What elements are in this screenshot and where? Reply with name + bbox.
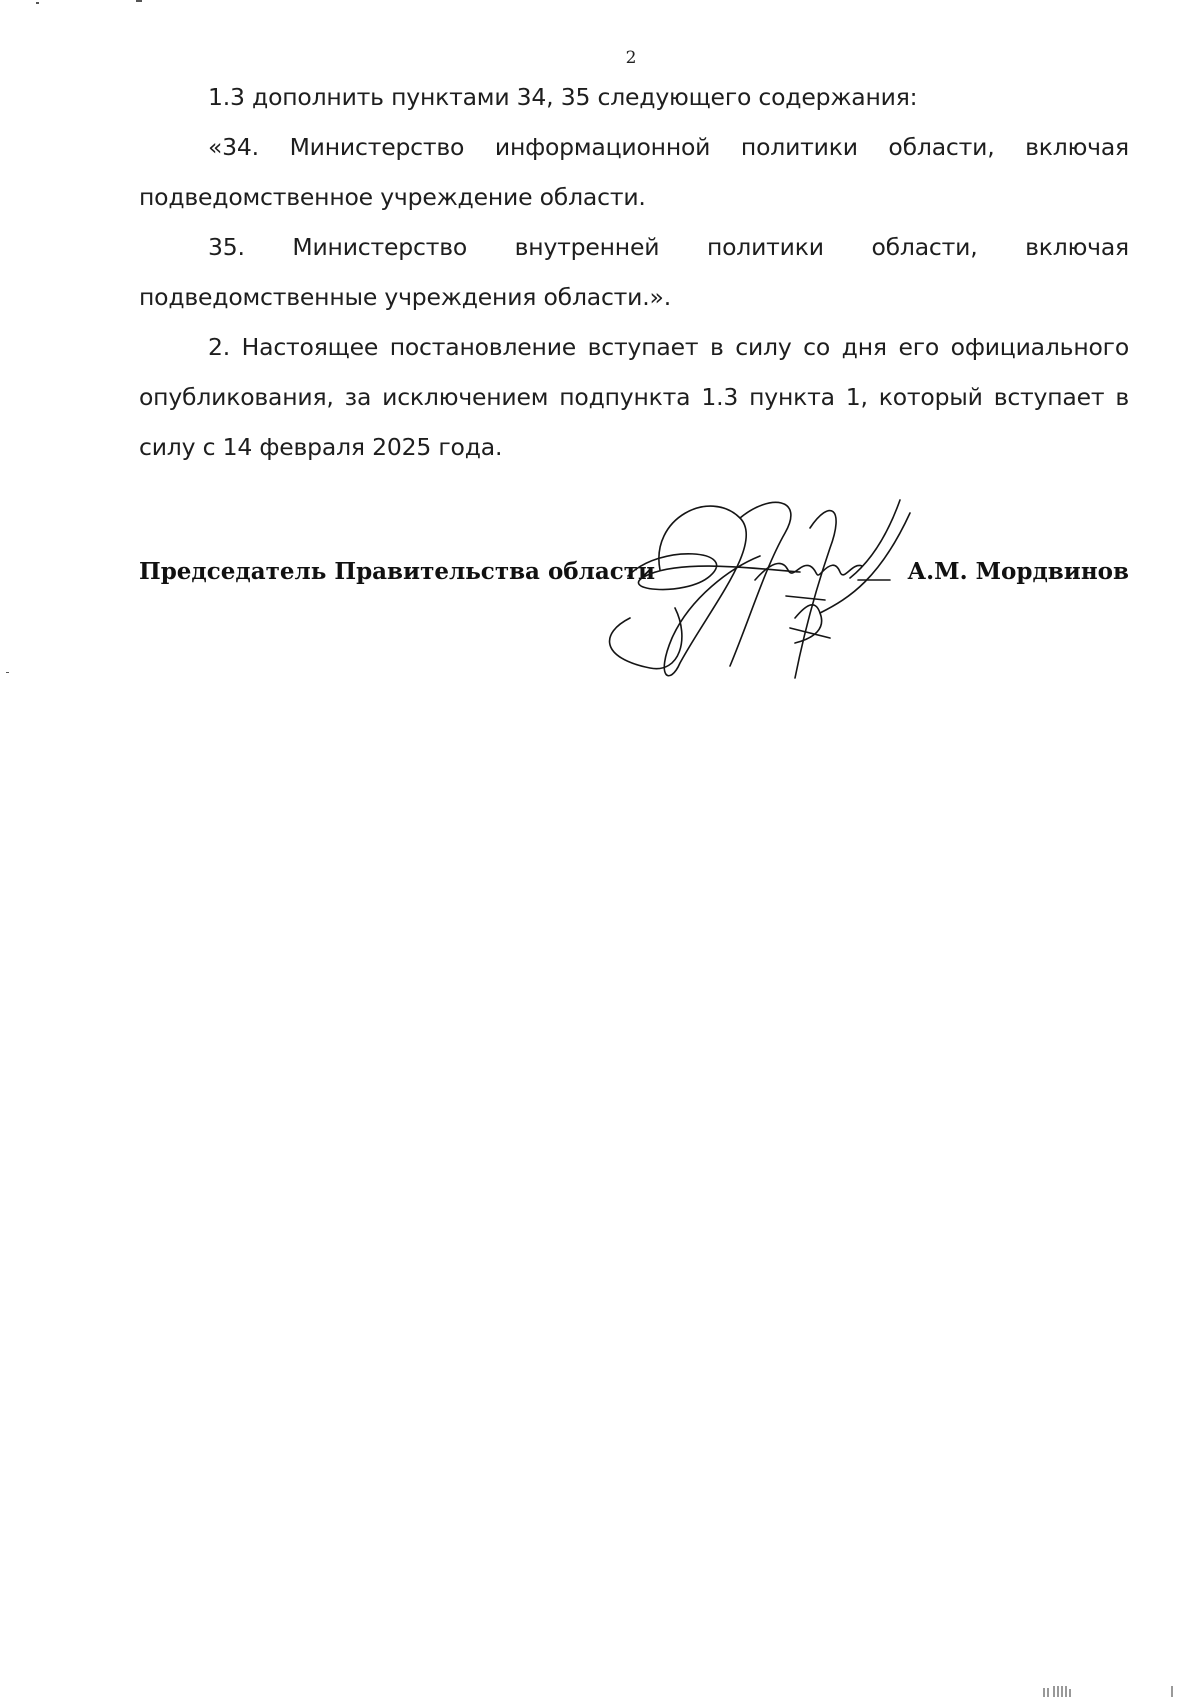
signer-title: Председатель Правительства области [139, 558, 656, 585]
paragraph-35: 35. Министерство внутренней политики области, включая подведомственные учреждения области.». [139, 233, 1129, 311]
scan-artifact [136, 0, 142, 2]
signer-name: А.М. Мордвинов [907, 558, 1129, 585]
scan-artifact [6, 672, 9, 673]
document-body [139, 72, 1129, 472]
paragraph-2: 2. Настоящее постановление вступает в силу со дня его официального опубликования, за исключением подпункта 1.3 пункта 1, который вступает в силу с 14 февраля 2025 года. [139, 333, 1129, 461]
paragraph-34: «34. Министерство информационной политики области, включая подведомственное учреждение области. [139, 133, 1129, 211]
scan-artifact [1040, 1686, 1180, 1697]
page-number: 2 [625, 48, 637, 68]
signature-block [139, 558, 1129, 598]
paragraph-1-3: 1.3 дополнить пунктами 34, 35 следующего содержания: [208, 83, 918, 111]
scan-artifact [36, 2, 39, 4]
